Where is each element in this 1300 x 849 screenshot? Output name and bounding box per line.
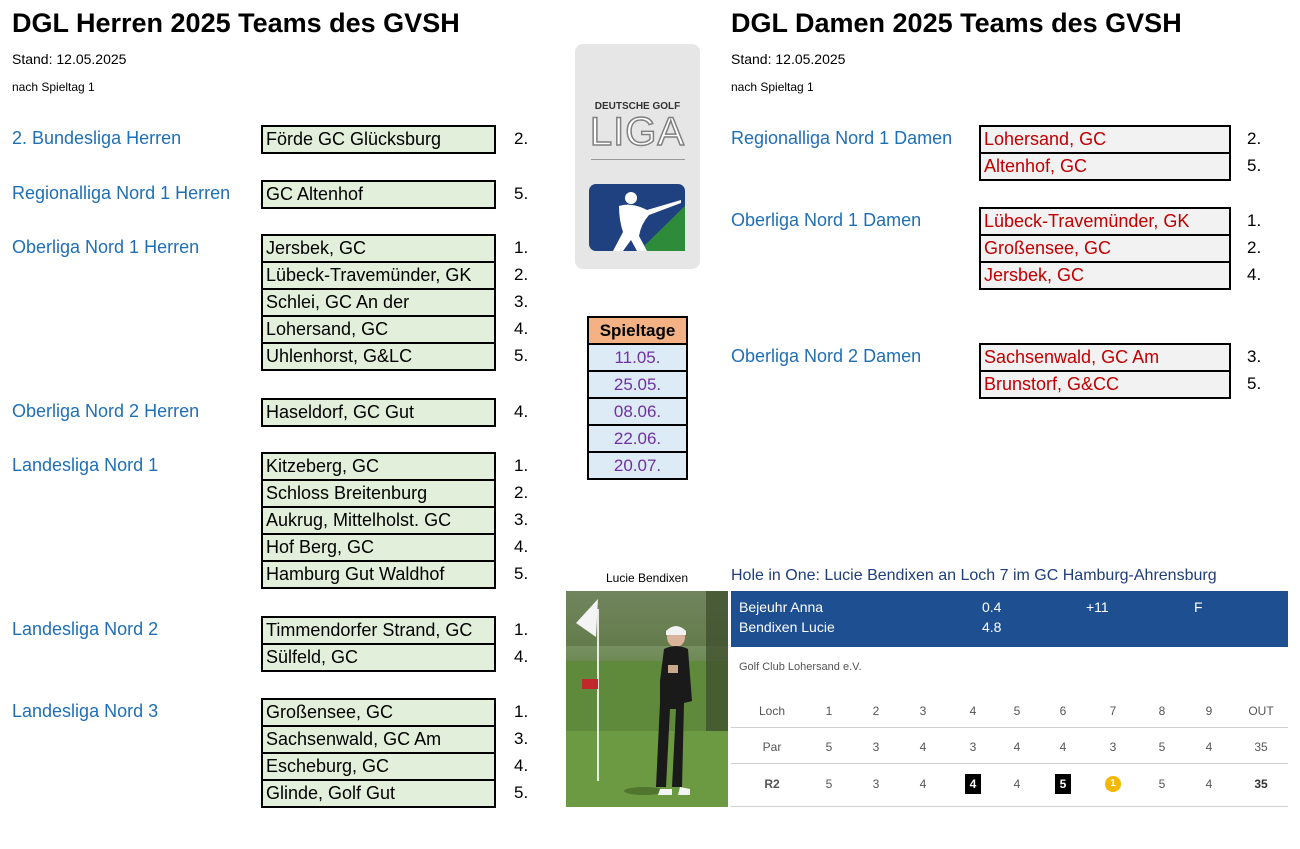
team-rank: 1. <box>1247 211 1262 230</box>
row-label: R2 <box>764 777 780 791</box>
team-cell: Großensee, GC <box>979 234 1231 263</box>
team-rank: 3. <box>1247 347 1262 366</box>
hole-in-one-badge: 1 <box>1105 776 1121 792</box>
team-cell: Lohersand, GC <box>261 315 496 344</box>
score-cell: 4 <box>1013 740 1021 754</box>
league-name: Landesliga Nord 2 <box>12 619 159 639</box>
score-cell: 8 <box>1158 704 1166 718</box>
row-divider <box>731 727 1288 728</box>
row-label: Loch <box>758 704 786 718</box>
score-cell: 4 <box>1205 777 1213 791</box>
team-rank: 4. <box>514 647 529 666</box>
spieltag-date: 11.05. <box>587 343 688 372</box>
damen-nach: nach Spieltag 1 <box>731 80 814 94</box>
team-cell: Uhlenhorst, G&LC <box>261 342 496 371</box>
team-rank: 2. <box>514 265 529 284</box>
spieltag-date: 25.05. <box>587 370 688 399</box>
league-name: Landesliga Nord 1 <box>12 455 159 475</box>
league-name: Regionalliga Nord 1 Herren <box>12 183 231 203</box>
team-rank: 5. <box>1247 156 1262 175</box>
team-cell: Lübeck-Travemünder, GK <box>261 261 496 290</box>
score-cell: 5 <box>825 740 833 754</box>
score-cell: 3 <box>919 704 927 718</box>
score-cell: 4 <box>919 740 927 754</box>
team-rank: 5. <box>1247 374 1262 393</box>
spieltag-date: 22.06. <box>587 424 688 453</box>
team-rank: 5. <box>514 184 529 203</box>
hio-title: Hole in One: Lucie Bendixen an Loch 7 im GC Hamburg-Ahrensburg <box>731 567 1217 584</box>
player-hcp: 4.8 <box>982 619 1002 635</box>
golfer-icon <box>589 184 685 251</box>
player-name: Bendixen Lucie <box>739 619 835 635</box>
league-name: 2. Bundesliga Herren <box>12 128 182 148</box>
team-rank: 5. <box>514 346 529 365</box>
golfer-photo <box>566 591 728 807</box>
row-label: Par <box>762 740 782 754</box>
score-cell: 3 <box>969 740 977 754</box>
league-name: Landesliga Nord 3 <box>12 701 159 721</box>
score-cell: 35 <box>1254 777 1268 791</box>
score-box: 5 <box>1055 774 1071 794</box>
team-rank: 2. <box>1247 238 1262 257</box>
team-rank: 1. <box>514 620 529 639</box>
team-cell: Hamburg Gut Waldhof <box>261 560 496 589</box>
team-cell: Schlei, GC An der <box>261 288 496 317</box>
spieltag-date: 08.06. <box>587 397 688 426</box>
team-cell: Lohersand, GC <box>979 125 1231 154</box>
team-rank: 1. <box>514 702 529 721</box>
logo-line2: LIGA <box>589 110 686 154</box>
score-cell: 3 <box>872 740 880 754</box>
team-cell: Förde GC Glücksburg <box>261 125 496 154</box>
team-cell: Jersbek, GC <box>979 261 1231 290</box>
team-rank: 4. <box>514 402 529 421</box>
score-box: 4 <box>965 774 981 794</box>
team-cell: Glinde, Golf Gut <box>261 779 496 808</box>
league-name: Oberliga Nord 2 Damen <box>731 346 922 366</box>
team-rank: 1. <box>514 238 529 257</box>
league-name: Regionalliga Nord 1 Damen <box>731 128 953 148</box>
team-cell: Kitzeberg, GC <box>261 452 496 481</box>
team-rank: 2. <box>1247 129 1262 148</box>
team-rank: 5. <box>514 783 529 802</box>
score-cell: 9 <box>1205 704 1213 718</box>
team-rank: 2. <box>514 483 529 502</box>
team-cell: Brunstorf, G&CC <box>979 370 1231 399</box>
player-flag: F <box>1194 599 1203 615</box>
team-cell: Aukrug, Mittelholst. GC <box>261 506 496 535</box>
score-cell: 6 <box>1059 704 1067 718</box>
league-name: Oberliga Nord 1 Damen <box>731 210 922 230</box>
team-cell: GC Altenhof <box>261 180 496 209</box>
team-cell: Altenhof, GC <box>979 152 1231 181</box>
league-name: Oberliga Nord 1 Herren <box>12 237 200 257</box>
herren-stand: Stand: 12.05.2025 <box>12 51 127 67</box>
team-cell: Schloss Breitenburg <box>261 479 496 508</box>
score-cell: 5 <box>825 777 833 791</box>
row-divider <box>731 806 1288 807</box>
score-cell: OUT <box>1248 704 1274 718</box>
score-cell: 4 <box>919 777 927 791</box>
damen-stand: Stand: 12.05.2025 <box>731 51 846 67</box>
herren-title: DGL Herren 2025 Teams des GVSH <box>12 8 460 38</box>
team-rank: 4. <box>514 319 529 338</box>
score-cell: 3 <box>1109 740 1117 754</box>
team-cell: Großensee, GC <box>261 698 496 727</box>
score-cell: 4 <box>1205 740 1213 754</box>
team-rank: 1. <box>514 456 529 475</box>
team-cell: Timmendorfer Strand, GC <box>261 616 496 645</box>
damen-title: DGL Damen 2025 Teams des GVSH <box>731 8 1182 38</box>
team-rank: 2. <box>514 129 529 148</box>
hio-bar <box>731 591 1288 647</box>
team-rank: 4. <box>514 537 529 556</box>
score-cell: 4 <box>1013 777 1021 791</box>
hio-club: Golf Club Lohersand e.V. <box>739 661 862 673</box>
score-cell: 4 <box>969 704 977 718</box>
team-cell: Sachsenwald, GC Am <box>261 725 496 754</box>
score-cell: 3 <box>872 777 880 791</box>
score-cell: 5 <box>1158 777 1166 791</box>
player-name: Bejeuhr Anna <box>739 599 824 615</box>
photo-caption: Lucie Bendixen <box>605 571 689 585</box>
team-cell: Jersbek, GC <box>261 234 496 263</box>
score-cell: 35 <box>1254 740 1268 754</box>
team-cell: Haseldorf, GC Gut <box>261 398 496 427</box>
team-cell: Sachsenwald, GC Am <box>979 343 1231 372</box>
score-cell: 5 <box>1158 740 1166 754</box>
team-rank: 3. <box>514 510 529 529</box>
league-name: Oberliga Nord 2 Herren <box>12 401 200 421</box>
team-cell: Lübeck-Travemünder, GK <box>979 207 1231 236</box>
logo-line1: DEUTSCHE GOLF <box>594 101 681 112</box>
team-cell: Sülfeld, GC <box>261 643 496 672</box>
team-cell: Escheburg, GC <box>261 752 496 781</box>
team-rank: 4. <box>1247 265 1262 284</box>
score-cell: 5 <box>1013 704 1021 718</box>
team-rank: 3. <box>514 292 529 311</box>
row-divider <box>731 763 1288 764</box>
team-cell: Hof Berg, GC <box>261 533 496 562</box>
herren-nach: nach Spieltag 1 <box>12 80 95 94</box>
score-cell: 2 <box>872 704 880 718</box>
team-rank: 3. <box>514 729 529 748</box>
spieltage-header: Spieltage <box>587 316 688 345</box>
score-cell: 7 <box>1109 704 1117 718</box>
team-rank: 5. <box>514 564 529 583</box>
score-cell: 4 <box>1059 740 1067 754</box>
score-cell: 1 <box>825 704 833 718</box>
spieltag-date: 20.07. <box>587 451 688 480</box>
dgl-logo <box>575 44 700 269</box>
player-hcp: 0.4 <box>982 599 1002 615</box>
player-score: +11 <box>1086 599 1109 615</box>
team-rank: 4. <box>514 756 529 775</box>
